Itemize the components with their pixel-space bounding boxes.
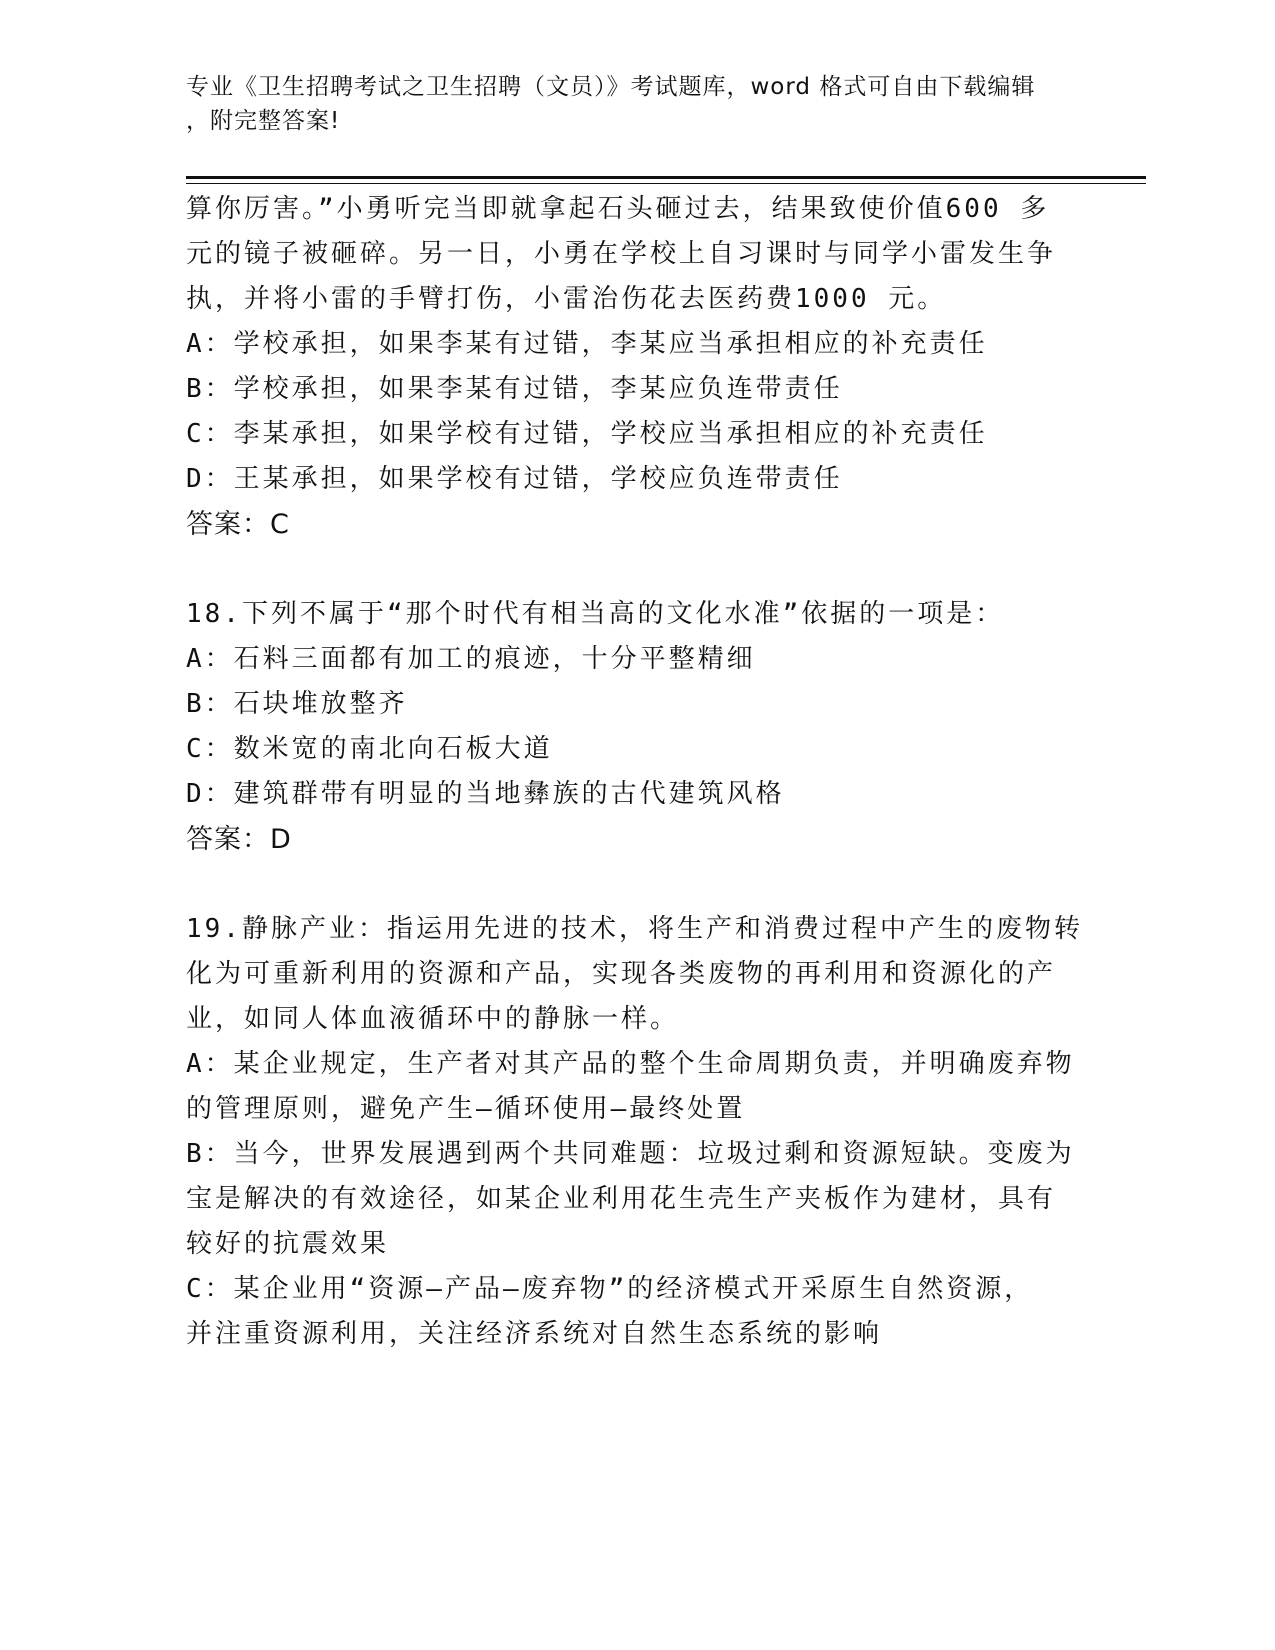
question-text-line: 元的镜子被砸碎。另一日，小勇在学校上自习课时与同学小雷发生争 [186,239,1057,269]
option-a: A：学校承担，如果李某有过错，李某应当承担相应的补充责任 [186,329,988,359]
question-stem: 18.下列不属于“那个时代有相当高的文化水准”依据的一项是： [186,599,1005,629]
question-stem: 业，如同人体血液循环中的静脉一样。 [186,1004,680,1034]
option-b: B：学校承担，如果李某有过错，李某应负连带责任 [186,374,843,404]
question-content [186,187,1086,1357]
header-divider-thin [186,183,1146,184]
spacer [186,862,1086,907]
option-c: C：数米宽的南北向石板大道 [186,734,553,764]
option-a: A：石料三面都有加工的痕迹，十分平整精细 [186,644,756,674]
option-c-continued: 并注重资源利用，关注经济系统对自然生态系统的影响 [186,1319,883,1349]
page-header [186,70,1066,138]
question-17-continuation [186,187,1086,547]
option-d: D：王某承担，如果学校有过错，学校应负连带责任 [186,464,843,494]
option-b: B：当今，世界发展遇到两个共同难题：垃圾过剩和资源短缺。变废为 [186,1139,1075,1169]
question-text-line: 执，并将小雷的手臂打伤，小雷治伤花去医药费1000 元。 [186,284,947,314]
question-stem: 化为可重新利用的资源和产品，实现各类废物的再利用和资源化的产 [186,959,1057,989]
option-b-continued: 宝是解决的有效途径，如某企业利用花生壳生产夹板作为建材，具有 [186,1184,1057,1214]
option-c: C：某企业用“资源—产品—废弃物”的经济模式开采原生自然资源， [186,1274,1034,1304]
spacer [186,547,1086,592]
option-d: D：建筑群带有明显的当地彝族的古代建筑风格 [186,779,785,809]
header-divider-thick [186,176,1146,179]
option-a-continued: 的管理原则，避免产生—循环使用—最终处置 [186,1094,746,1124]
answer-label: 答案：C [186,509,290,540]
question-19 [186,907,1086,1357]
header-line-1: 专业《卫生招聘考试之卫生招聘（文员）》考试题库，word 格式可自由下载编辑 [186,74,1036,100]
question-stem: 19.静脉产业：指运用先进的技术，将生产和消费过程中产生的废物转 [186,914,1083,944]
option-b-continued: 较好的抗震效果 [186,1229,390,1259]
answer-label: 答案：D [186,824,292,855]
question-18 [186,592,1086,862]
option-c: C：李某承担，如果学校有过错，学校应当承担相应的补充责任 [186,419,988,449]
question-text-line: 算你厉害。”小勇听完当即就拿起石头砸过去，结果致使价值600 多 [186,194,1050,224]
option-b: B：石块堆放整齐 [186,689,408,719]
header-line-2: ，附完整答案! [186,108,341,134]
option-a: A：某企业规定，生产者对其产品的整个生命周期负责，并明确废弃物 [186,1049,1075,1079]
